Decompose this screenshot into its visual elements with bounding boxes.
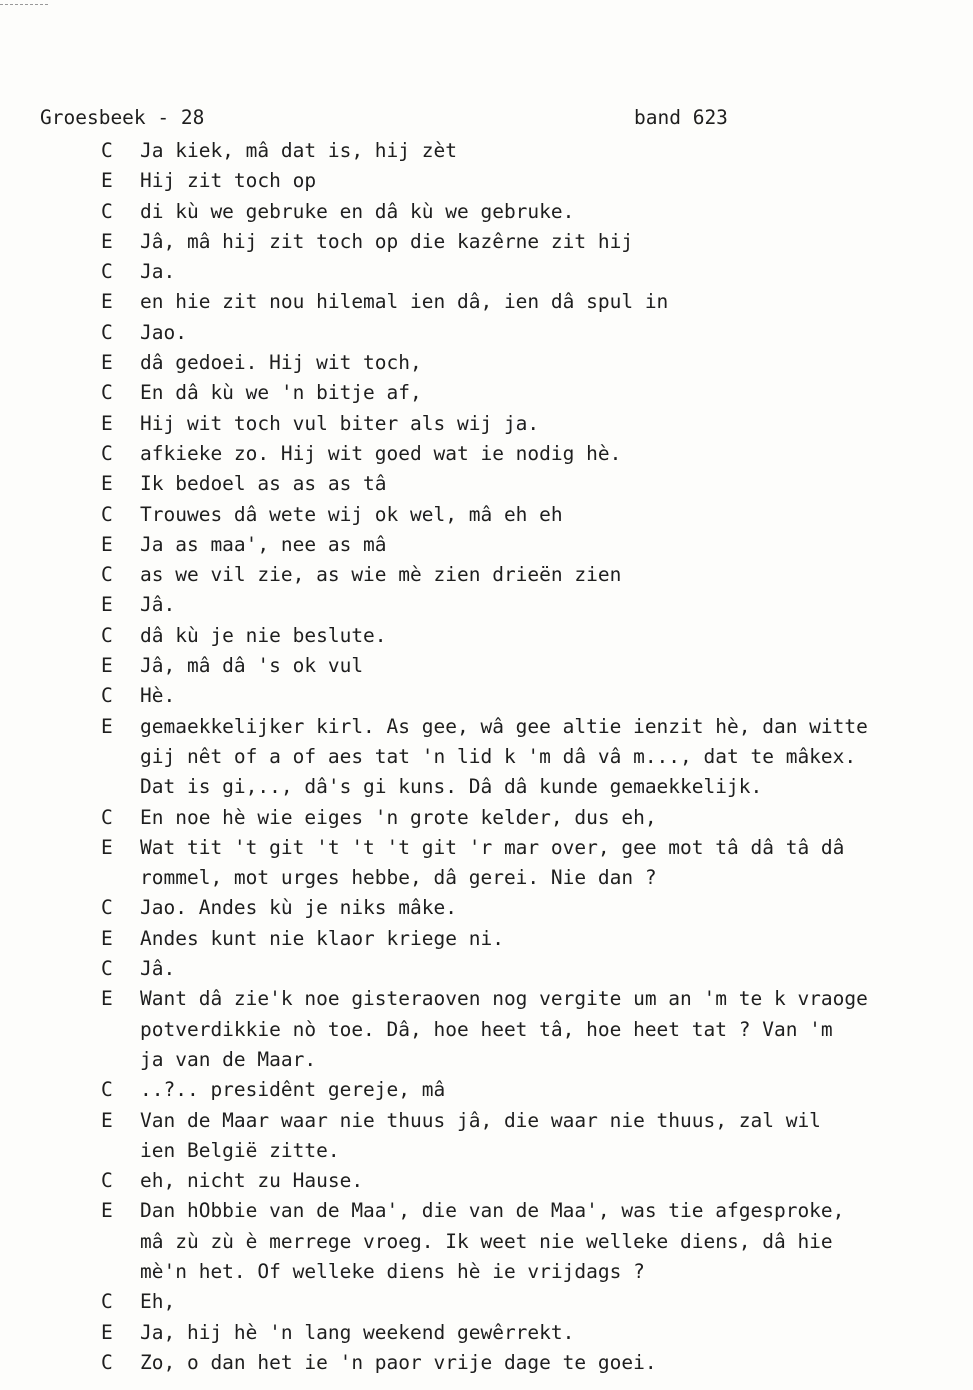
transcript-line xyxy=(0,984,973,1014)
utterance-text: potverdikkie nò toe. Dâ, hoe heet tâ, hoe heet tat ? Van 'm xyxy=(140,1017,833,1041)
transcript-line xyxy=(0,1227,973,1257)
speaker-label: E xyxy=(101,835,113,859)
utterance-text: Van de Maar waar nie thuus jâ, die waar nie thuus, zal wil xyxy=(140,1108,821,1132)
utterance-text: Hij wit toch vul biter als wij ja. xyxy=(140,411,540,435)
speaker-label: E xyxy=(101,987,113,1011)
speaker-label: E xyxy=(101,169,113,193)
transcript-line xyxy=(0,621,973,651)
speaker-label: E xyxy=(101,1320,113,1344)
speaker-label: E xyxy=(101,926,113,950)
utterance-text: ien België zitte. xyxy=(140,1138,340,1162)
speaker-label: E xyxy=(101,290,113,314)
speaker-label: C xyxy=(101,684,113,708)
transcript-line xyxy=(0,136,973,166)
speaker-label: C xyxy=(101,199,113,223)
transcript-line xyxy=(0,893,973,923)
utterance-text: ..?.. presidênt gereje, mâ xyxy=(140,1078,446,1102)
speaker-label: C xyxy=(101,139,113,162)
speaker-label: E xyxy=(101,472,113,496)
transcript-line xyxy=(0,378,973,408)
speaker-label: E xyxy=(101,411,113,435)
transcript-line xyxy=(0,712,973,742)
speaker-label: E xyxy=(101,351,113,375)
utterance-text: di kù we gebruke en dâ kù we gebruke. xyxy=(140,199,575,223)
transcript-line xyxy=(0,833,973,863)
transcript-line xyxy=(0,681,973,711)
utterance-text: Want dâ zie'k noe gisteraoven nog vergite um an 'm te k vraoge xyxy=(140,987,868,1011)
header-tape-number: band 623 xyxy=(634,106,728,129)
utterance-text: Dan hObbie van de Maa', die van de Maa', was tie afgesproke, xyxy=(140,1199,845,1223)
speaker-label: C xyxy=(101,260,113,284)
speaker-label: C xyxy=(101,623,113,647)
utterance-text: Trouwes dâ wete wij ok wel, mâ eh eh xyxy=(140,502,563,526)
transcript-line xyxy=(0,469,973,499)
transcript-line xyxy=(0,1257,973,1287)
utterance-text: en hie zit nou hilemal ien dâ, ien dâ spul in xyxy=(140,290,669,314)
utterance-text: Jâ, mâ hij zit toch op die kazêrne zit hij xyxy=(140,229,634,253)
transcript-line xyxy=(0,439,973,469)
transcript-line xyxy=(0,530,973,560)
utterance-text: dâ kù je nie beslute. xyxy=(140,623,387,647)
speaker-label: C xyxy=(101,320,113,344)
speaker-label: E xyxy=(101,532,113,556)
transcript-line xyxy=(0,1287,973,1317)
speaker-label: E xyxy=(101,654,113,678)
utterance-text: Ja kiek, mâ dat is, hij zèt xyxy=(140,139,457,162)
utterance-text: gij nêt of a of aes tat 'n lid k 'm dâ vâ m..., dat te mâkex. xyxy=(140,744,857,768)
transcript-line xyxy=(0,590,973,620)
transcript-line xyxy=(0,1348,973,1378)
transcript-line xyxy=(0,1166,973,1196)
speaker-label: C xyxy=(101,1290,113,1314)
speaker-label: C xyxy=(101,1078,113,1102)
utterance-text: Ja as maa', nee as mâ xyxy=(140,532,387,556)
utterance-text: rommel, mot urges hebbe, dâ gerei. Nie dan ? xyxy=(140,866,657,890)
transcript-line xyxy=(0,560,973,590)
utterance-text: En dâ kù we 'n bitje af, xyxy=(140,381,422,405)
transcript-line xyxy=(0,257,973,287)
speaker-label: C xyxy=(101,1169,113,1193)
transcript-line xyxy=(0,318,973,348)
transcript-line xyxy=(0,1136,973,1166)
utterance-text: Jâ, mâ dâ 's ok vul xyxy=(140,654,364,678)
utterance-text: Hij zit toch op xyxy=(140,169,317,193)
transcript-line xyxy=(0,1318,973,1348)
speaker-label: C xyxy=(101,1350,113,1374)
transcript-line xyxy=(0,924,973,954)
utterance-text: Ja, hij hè 'n lang weekend gewêrrekt. xyxy=(140,1320,575,1344)
corner-dash-mark xyxy=(0,4,48,5)
speaker-label: C xyxy=(101,441,113,465)
transcript-line xyxy=(0,863,973,893)
transcript xyxy=(0,136,973,1378)
page-header xyxy=(40,106,740,134)
transcript-line xyxy=(0,166,973,196)
utterance-text: as we vil zie, as wie mè zien drieën zien xyxy=(140,563,622,587)
utterance-text: Dat is gi,.., dâ's gi kuns. Dâ dâ kunde gemaekkelijk. xyxy=(140,775,763,799)
utterance-text: Jao. xyxy=(140,320,187,344)
utterance-text: Hè. xyxy=(140,684,176,708)
speaker-label: C xyxy=(101,957,113,981)
speaker-label: E xyxy=(101,1108,113,1132)
transcript-line xyxy=(0,287,973,317)
speaker-label: E xyxy=(101,714,113,738)
utterance-text: ja van de Maar. xyxy=(140,1047,317,1071)
transcript-line xyxy=(0,1015,973,1045)
transcript-line xyxy=(0,1045,973,1075)
transcript-line xyxy=(0,227,973,257)
utterance-text: Jâ. xyxy=(140,957,176,981)
utterance-text: Zo, o dan het ie 'n paor vrije dage te goei. xyxy=(140,1350,657,1374)
utterance-text: Eh, xyxy=(140,1290,176,1314)
utterance-text: Andes kunt nie klaor kriege ni. xyxy=(140,926,504,950)
utterance-text: Ja. xyxy=(140,260,176,284)
transcript-line xyxy=(0,348,973,378)
speaker-label: E xyxy=(101,1199,113,1223)
transcript-line xyxy=(0,409,973,439)
utterance-text: dâ gedoei. Hij wit toch, xyxy=(140,351,422,375)
utterance-text: En noe hè wie eiges 'n grote kelder, dus eh, xyxy=(140,805,657,829)
transcript-line xyxy=(0,651,973,681)
transcript-line xyxy=(0,500,973,530)
speaker-label: C xyxy=(101,563,113,587)
transcript-line xyxy=(0,954,973,984)
transcript-line xyxy=(0,803,973,833)
transcript-line xyxy=(0,1075,973,1105)
utterance-text: eh, nicht zu Hause. xyxy=(140,1169,364,1193)
transcript-line xyxy=(0,197,973,227)
speaker-label: C xyxy=(101,896,113,920)
speaker-label: C xyxy=(101,805,113,829)
speaker-label: E xyxy=(101,229,113,253)
utterance-text: gemaekkelijker kirl. As gee, wâ gee altie ienzit hè, dan witte xyxy=(140,714,868,738)
utterance-text: Wat tit 't git 't 't 't git 'r mar over, gee mot tâ dâ tâ dâ xyxy=(140,835,845,859)
transcript-line xyxy=(0,742,973,772)
transcript-line xyxy=(0,1106,973,1136)
speaker-label: C xyxy=(101,381,113,405)
utterance-text: Ik bedoel as as as tâ xyxy=(140,472,387,496)
utterance-text: afkieke zo. Hij wit goed wat ie nodig hè. xyxy=(140,441,622,465)
header-location-page: Groesbeek - 28 xyxy=(40,106,205,129)
transcript-line xyxy=(0,1196,973,1226)
utterance-text: Jâ. xyxy=(140,593,176,617)
speaker-label: E xyxy=(101,593,113,617)
speaker-label: C xyxy=(101,502,113,526)
utterance-text: mâ zù zù è merrege vroeg. Ik weet nie welleke diens, dâ hie xyxy=(140,1229,833,1253)
utterance-text: Jao. Andes kù je niks mâke. xyxy=(140,896,457,920)
utterance-text: mè'n het. Of welleke diens hè ie vrijdags ? xyxy=(140,1259,645,1283)
transcript-line xyxy=(0,772,973,802)
